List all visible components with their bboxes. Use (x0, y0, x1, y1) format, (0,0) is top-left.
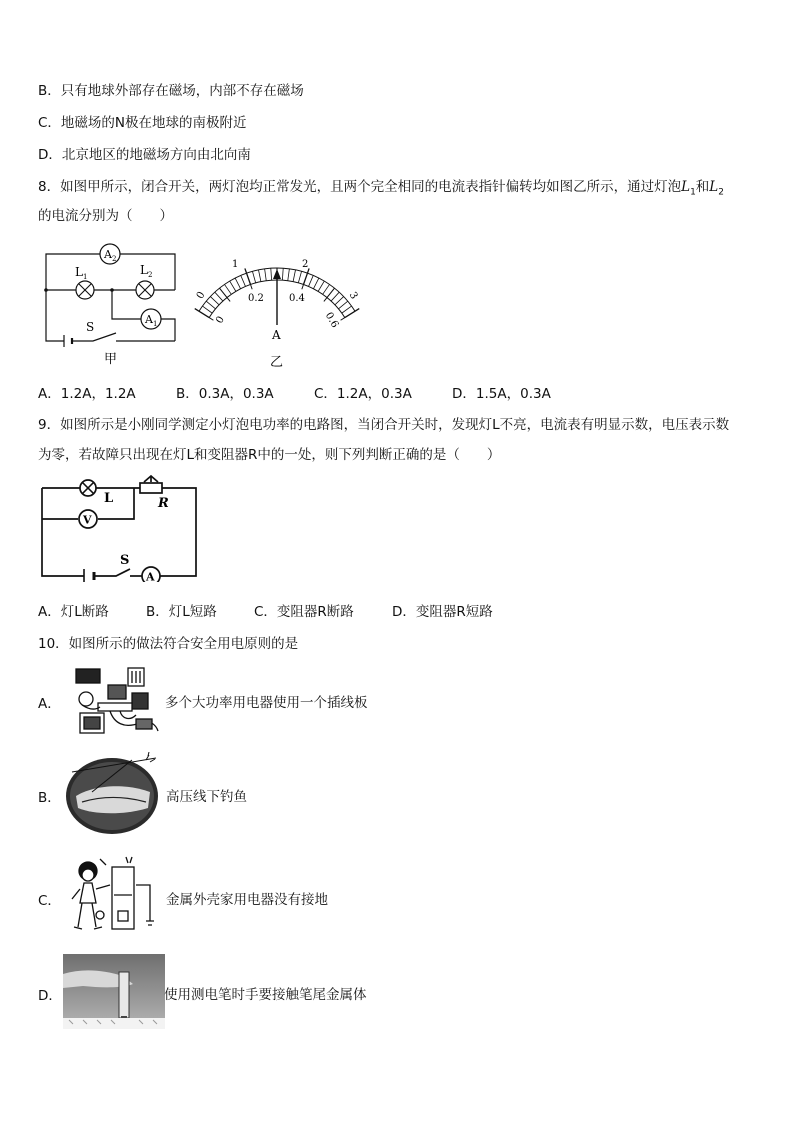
q8-var-l1-sub: 1 (690, 187, 696, 198)
bottom-scale-0-2: 0.2 (248, 293, 264, 304)
dial-tick (241, 275, 246, 286)
dial-tick (245, 268, 251, 284)
q7-option-d: D．北京地区的地磁场方向由北向南 (38, 147, 251, 163)
dial-tick (298, 271, 301, 283)
dial-unit-label: A (272, 328, 281, 342)
svg-text:2: 2 (148, 271, 153, 279)
q10-option-d-label: D． (38, 988, 62, 1004)
q7-option-b: B．只有地球外部存在磁场，内部不存在磁场 (38, 83, 304, 99)
dial-tick (345, 309, 359, 318)
dial-tick (288, 269, 290, 281)
dial-tick-inner (251, 285, 253, 290)
switch-label: S (120, 553, 130, 568)
q8-circuit-diagram (38, 240, 183, 368)
dial-tick (210, 297, 219, 305)
svg-text:A: A (146, 570, 155, 582)
dial-tick (335, 297, 344, 305)
dial-tick (252, 271, 255, 283)
q8-var-l1: L (681, 179, 691, 195)
svg-text:1: 1 (83, 273, 88, 281)
dial-tick (259, 270, 261, 282)
figure-caption-yi: 乙 (270, 355, 284, 370)
dial-tick-inner (341, 318, 345, 321)
dial-tick (215, 292, 223, 301)
q9-circuit-diagram (38, 474, 200, 582)
q9-stem-line2: 为零，若故障只出现在灯L和变阻器R中的一处，则下列判断正确的是（ ） (38, 447, 501, 463)
dial-tick (318, 281, 324, 291)
dial-tick (303, 268, 309, 284)
dial-tick (309, 275, 314, 286)
q10-option-b-label: B． (38, 790, 61, 806)
q8-option-c: C．1.2A，0.3A (314, 386, 412, 402)
q9-stem-line1: 9．如图所示是小刚同学测定小灯泡电功率的电路图，当闭合开关时，发现灯L不亮，电流表有明显示数，电压表示数 (38, 417, 730, 433)
fishing-under-power-line-picture (62, 752, 164, 838)
q10-option-b-text: 高压线下钓鱼 (166, 789, 247, 805)
dial-tick (224, 284, 231, 294)
q9-option-b: B．灯L短路 (146, 604, 217, 620)
q8-ammeter-dial (192, 245, 362, 370)
ammeter-a1 (141, 309, 161, 329)
rheostat (140, 483, 162, 493)
q8-and: 和 (695, 179, 710, 195)
dial-tick (195, 309, 209, 318)
q7-option-c: C．地磁场的N极在地球的南极附近 (38, 115, 247, 131)
dial-tick (331, 292, 339, 301)
dial-tick (282, 268, 283, 280)
dial-pointer (273, 269, 281, 325)
dial-tick (313, 278, 318, 289)
dial-tick (202, 306, 212, 313)
lamp-l (80, 480, 96, 496)
q8-var-l2-sub: 2 (718, 187, 724, 198)
svg-text:L: L (75, 265, 83, 279)
q8-option-a: A．1.2A，1.2A (38, 386, 136, 402)
bottom-scale-0-4: 0.4 (289, 293, 305, 304)
dial-tick-inner (227, 298, 230, 302)
bottom-scale-0: 0 (214, 314, 227, 326)
bottom-scale-0-6: 0.6 (322, 310, 341, 330)
dial-tick (339, 301, 348, 309)
svg-text:V: V (83, 513, 92, 527)
q8-stem-line1 (38, 178, 724, 202)
dial-tick (342, 306, 352, 313)
test-pencil-picture (63, 954, 165, 1029)
dial-tick (327, 288, 334, 297)
q9-options (38, 603, 738, 621)
q10-option-c-label: C． (38, 893, 61, 909)
q9-option-c: C．变阻器R断路 (254, 604, 354, 620)
dial-tick (230, 281, 236, 291)
q8-var-l2: L (709, 179, 719, 195)
q10-option-d-text: 使用测电笔时手要接触笔尾金属体 (164, 987, 367, 1003)
q9-option-a: A．灯L断路 (38, 604, 109, 620)
q8-stem-text: 8．如图甲所示，闭合开关，两灯泡均正常发光，且两个完全相同的电流表指针偏转均如图乙所示，通过灯泡 (38, 179, 682, 195)
q8-option-d: D．1.5A，0.3A (452, 386, 551, 402)
q10-option-c-text: 金属外壳家用电器没有接地 (166, 892, 328, 908)
q10-stem: 10．如图所示的做法符合安全用电原则的是 (38, 636, 299, 652)
junction-dot (110, 288, 114, 292)
q10-option-a-label: A． (38, 696, 61, 712)
top-scale-3: 3 (346, 290, 360, 302)
figure-caption-jia: 甲 (104, 352, 118, 367)
lamp-l2 (136, 263, 154, 299)
top-scale-0: 0 (194, 289, 208, 301)
lamp-l1 (75, 265, 94, 299)
q8-option-b: B．0.3A，0.3A (176, 386, 274, 402)
svg-text:1: 1 (153, 320, 158, 328)
top-scale-1: 1 (232, 259, 239, 270)
q9-option-d: D．变阻器R短路 (392, 604, 493, 620)
q8-stem-line2: 的电流分别为（ ） (38, 208, 173, 224)
ammeter (142, 567, 160, 582)
q8-options (38, 385, 738, 403)
appliances-picture (70, 663, 162, 738)
q10-option-a-text: 多个大功率用电器使用一个插线板 (165, 695, 368, 711)
svg-text:A: A (104, 248, 112, 261)
ammeter-a2 (100, 244, 120, 264)
voltmeter (79, 510, 97, 528)
svg-text:2: 2 (112, 255, 117, 263)
dial-tick (206, 301, 215, 309)
svg-text:A: A (145, 313, 153, 326)
dial-tick-inner (302, 285, 304, 290)
switch-label: S (86, 320, 95, 334)
dial-tick (293, 270, 295, 282)
dial-tick (235, 278, 240, 289)
dial-tick-inner (209, 318, 213, 321)
lamp-label: L (104, 491, 114, 506)
dial-tick (323, 284, 330, 294)
dial-tick (271, 268, 272, 280)
rheostat-label: R (158, 496, 169, 511)
svg-text:L: L (140, 263, 148, 277)
dial-tick (265, 269, 267, 281)
dial-tick-inner (324, 298, 327, 302)
junction-dot (44, 288, 48, 292)
top-scale-2: 2 (302, 259, 309, 270)
dial-tick (220, 288, 227, 297)
ungrounded-appliance-picture (70, 855, 162, 937)
